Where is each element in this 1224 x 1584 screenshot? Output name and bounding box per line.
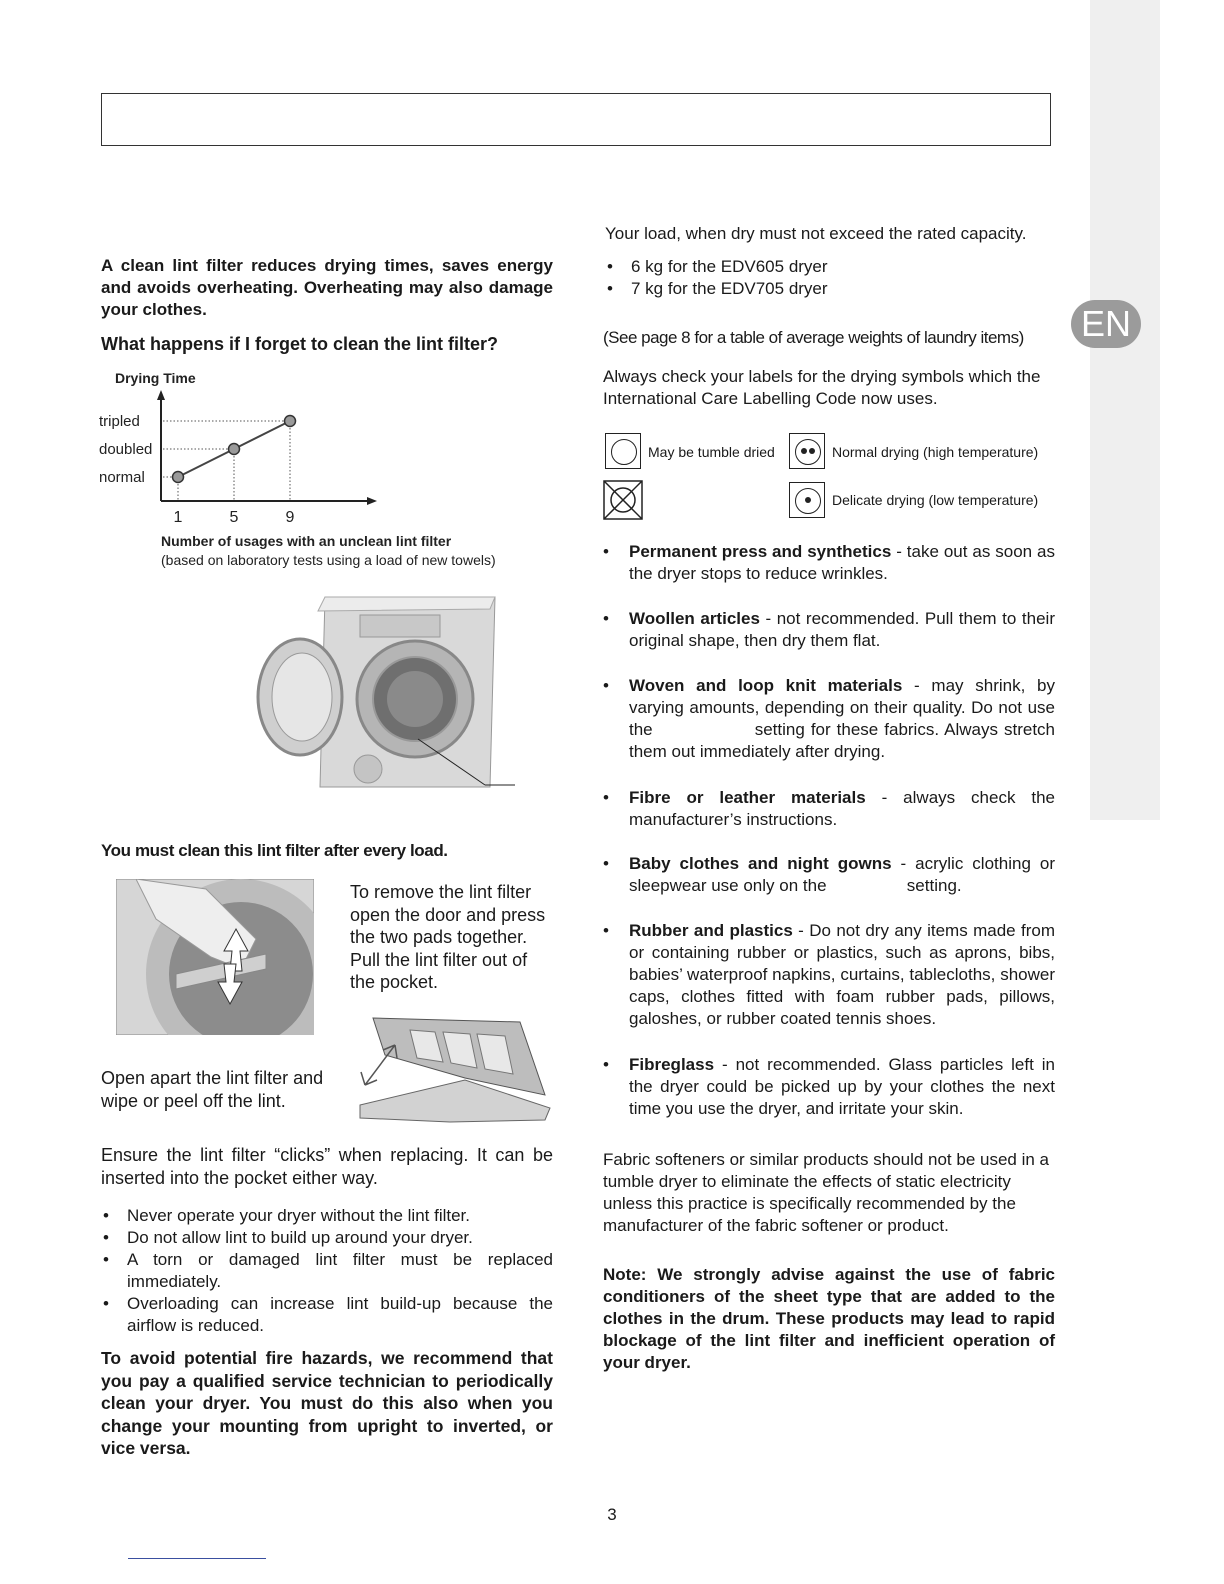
data-point	[285, 416, 296, 427]
dryer-photo	[250, 587, 520, 792]
x-axis-arrow	[367, 497, 377, 505]
lint-filter-removal-photo	[116, 879, 314, 1035]
fabric-term: Woollen articles	[629, 609, 760, 628]
ensure-clicks: Ensure the lint filter “clicks” when replacing. It can be inserted into the pocket either way.	[101, 1145, 553, 1188]
x-tick-label: 1	[173, 509, 183, 526]
fabric-term: Permanent press and synthetics	[629, 542, 892, 561]
fabric-term: Woven and loop knit materials	[629, 676, 903, 695]
tumble-dry-symbol	[605, 433, 641, 469]
fire-hazard-warning: To avoid potential fire hazards, we recommend that you pay a qualified service technician to periodically clean your dryer. You must do this also when you change your mounting from upright to inverted, or vice versa.	[101, 1348, 553, 1458]
fabric-desc: - not recommended. Pull them to their original shape, then dry them flat.	[629, 609, 1055, 650]
fabric-desc: - acrylic clothing or sleepwear use only on the setting.	[629, 854, 1060, 895]
x-tick-label: 9	[285, 509, 295, 526]
remove-instructions: To remove the lint filter open the door and press the two pads together. Pull the lint filter out of the pocket.	[350, 882, 546, 992]
fabric-term: Fibreglass	[629, 1055, 715, 1074]
lint-filter-illustration	[355, 1000, 555, 1130]
fabric-softeners-note: Fabric softeners or similar products should not be used in a tumble dryer to eliminate the effects of static electricity unless this practice is specifically recommended by the manufacturer of the fabric softener or product.	[603, 1150, 1050, 1235]
x-axis-note: (based on laboratory tests using a load of new towels)	[161, 552, 496, 568]
fabric-item: • Fibreglass - not recommended. Glass particles left in the dryer could be picked up by your clothes the next time you use the dryer, and irritate your skin.	[603, 1055, 1055, 1118]
lint-warnings-list	[101, 1205, 553, 1337]
footer-rule	[128, 1558, 266, 1559]
fabric-term: Rubber and plastics	[629, 921, 793, 940]
tumble-dry-label: May be tumble dried	[648, 444, 775, 460]
normal-drying-symbol	[789, 433, 825, 469]
lint-question: What happens if I forget to clean the lint filter?	[101, 334, 499, 354]
delicate-drying-symbol	[789, 482, 825, 518]
side-tab-strip	[1090, 0, 1160, 820]
page-title-box	[101, 93, 1051, 146]
drying-time-chart	[95, 366, 555, 578]
list-item: • 6 kg for the EDV605 dryer	[605, 256, 1055, 278]
capacity-intro: Your load, when dry must not exceed the rated capacity.	[605, 224, 1027, 243]
do-not-tumble-dry-symbol	[602, 479, 644, 521]
fabric-item: • Fibre or leather materials - always check the manufacturer’s instructions.	[603, 788, 1056, 829]
y-tick-label: tripled	[99, 413, 140, 430]
fabric-term: Baby clothes and night gowns	[629, 854, 892, 873]
fabric-item: • Woollen articles - not recommended. Pull them to their original shape, then dry them flat.	[603, 609, 1055, 650]
lint-intro: A clean lint filter reduces drying times, saves energy and avoids overheating. Overheating may also damage your clothes.	[101, 256, 553, 319]
fabric-item: • Rubber and plastics - Do not dry any items made from or containing rubber or plastics, such as aprons, bibs, babies’ waterproof napkins, curtains, tablecloths, shower caps, clothes fitted with foam rubber pads, pillows, galoshes, or rubber coated tennis shoes.	[603, 921, 1055, 1028]
list-item: • A torn or damaged lint filter must be replaced immediately.	[101, 1249, 553, 1293]
labels-check: Always check your labels for the drying symbols which the International Care Labelling Code now uses.	[603, 367, 1041, 408]
fabric-desc: - take out as soon as the dryer stops to reduce wrinkles.	[629, 542, 1055, 583]
list-item: • Do not allow lint to build up around your dryer.	[101, 1227, 553, 1249]
see-page-note: (See page 8 for a table of average weights of laundry items)	[603, 328, 1024, 347]
fabric-term: Fibre or leather materials	[629, 788, 866, 807]
language-badge: EN	[1071, 300, 1141, 348]
fabric-item: • Woven and loop knit materials - may shrink, by varying amounts, depending on their quality. Do not use the setting for these fabrics. Always stretch them out immediately after drying.	[603, 676, 1060, 761]
y-tick-label: normal	[99, 469, 145, 486]
data-point	[229, 444, 240, 455]
clean-every-load: You must clean this lint filter after every load.	[101, 841, 448, 860]
x-axis-label: Number of usages with an unclean lint filter	[161, 533, 452, 549]
y-tick-label: doubled	[99, 441, 153, 458]
normal-drying-label: Normal drying (high temperature)	[832, 444, 1039, 460]
sheet-conditioner-note: Note: We strongly advise against the use of fabric conditioners of the sheet type that are added to the clothes in the drum. These products may lead to rapid blockage of the lint filter and inefficient operation of your dryer.	[603, 1265, 1055, 1372]
y-axis-arrow	[157, 390, 165, 400]
fabric-desc: - may shrink, by varying amounts, depending on their quality. Do not use the setting for these fabrics. Always stretch them out immediately after drying.	[629, 676, 1060, 761]
delicate-drying-label: Delicate drying (low temperature)	[832, 492, 1039, 508]
x-tick-label: 5	[229, 509, 239, 526]
fabric-item: • Permanent press and synthetics - take out as soon as the dryer stops to reduce wrinkles.	[603, 542, 1055, 583]
fabric-desc: - Do not dry any items made from or containing rubber or plastics, such as aprons, bibs, babies’ waterproof napkins, curtains, tablecloths, shower caps, clothes fitted with foam rubber pads, pillows, galoshes, or rubber coated tennis shoes.	[629, 921, 1055, 1028]
data-point	[173, 472, 184, 483]
chart-title: Drying Time	[115, 370, 196, 386]
page-number: 3	[607, 1505, 617, 1524]
fabric-desc: - always check the manufacturer’s instructions.	[629, 788, 1056, 829]
fabric-item: • Baby clothes and night gowns - acrylic clothing or sleepwear use only on the setting.	[603, 854, 1060, 895]
fabric-desc: - not recommended. Glass particles left in the dryer could be picked up by your clothes the next time you use the dryer, and irritate your skin.	[629, 1055, 1055, 1118]
list-item: • Never operate your dryer without the lint filter.	[101, 1205, 553, 1227]
list-item: • Overloading can increase lint build-up because the airflow is reduced.	[101, 1293, 553, 1337]
open-apart-instructions: Open apart the lint filter and wipe or peel off the lint.	[101, 1068, 324, 1111]
capacity-list	[605, 256, 1055, 300]
list-item: • 7 kg for the EDV705 dryer	[605, 278, 1055, 300]
